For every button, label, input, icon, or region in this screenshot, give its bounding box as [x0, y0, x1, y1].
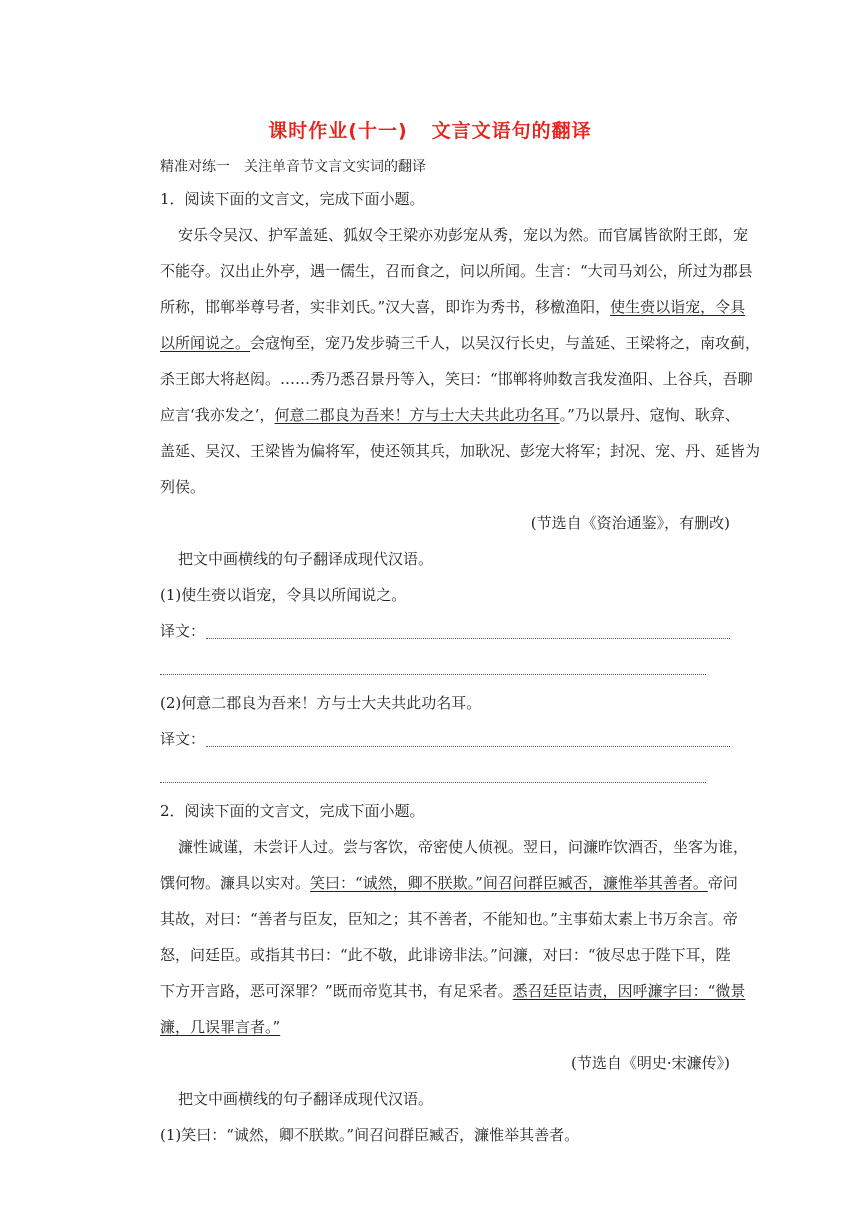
answer-line[interactable] — [160, 782, 706, 783]
q2-source: (节选自《明史·宋濂传》) — [571, 1054, 730, 1072]
answer-line[interactable] — [206, 638, 730, 639]
q1-passage-line — [160, 334, 761, 352]
q1-sentence-1: (1)使生赍以诣宠，令具以所闻说之。 — [160, 586, 407, 604]
q1-passage-line: 盖延、吴汉、王梁皆为偏将军，使还领其兵，加耿况、彭宠大将军；封况、宠、丹、延皆为 — [160, 442, 761, 460]
q1-instruction: 把文中画横线的句子翻译成现代汉语。 — [178, 550, 434, 568]
q2-passage-line — [160, 874, 738, 892]
passage-text: 下方开言路，恶可深罪？”既而帝览其书，有足采者。 — [160, 982, 513, 1000]
q2-passage-line: 濂性诚谨，未尝讦人过。尝与客饮，帝密使人侦视。翌日，问濂昨饮酒否，坐客为谁， — [178, 838, 749, 856]
q2-passage-line: 其故，对曰：“善者与臣友，臣知之；其不善者，不能知也。”主事茹太素上书万余言。帝 — [160, 910, 738, 928]
question-1-prompt: 1．阅读下面的文言文，完成下面小题。 — [160, 190, 425, 208]
passage-text: 帝问 — [707, 874, 738, 892]
q2-sentence-1: (1)笑曰：“诚然，卿不朕欺。”间召问群臣臧否，濂惟举其善者。 — [160, 1126, 580, 1144]
answer-label: 译文： — [160, 730, 206, 748]
q2-passage-line: 怒，问廷臣。或指其书曰：“此不敬，此诽谤非法。”问濂，对曰：“彼尽忠于陛下耳，陛 — [160, 946, 731, 964]
q1-passage-line — [160, 406, 740, 424]
underlined-sentence: 以所闻说之。 — [160, 334, 251, 352]
title-part2: 文言文语句的翻译 — [431, 120, 592, 142]
underlined-sentence: 笑曰：“诚然，卿不朕欺。”间召问群臣臧否，濂惟举其善者。 — [310, 874, 708, 892]
underlined-sentence: 使生赍以诣宠，令具 — [610, 298, 746, 316]
answer-line[interactable] — [160, 674, 706, 675]
passage-text: 。”乃以景丹、寇恂、耿弇、 — [559, 406, 740, 424]
passage-text: 所称，邯郸举尊号者，实非刘氏。”汉大喜，即诈为秀书，移檄渔阳， — [160, 298, 611, 316]
underlined-sentence: 濂，几误罪言者。” — [160, 1018, 281, 1036]
answer-label: 译文： — [160, 622, 206, 640]
q2-passage-line — [160, 1018, 730, 1036]
passage-text: 会寇恂至，宠乃发步骑三千人，以吴汉行长史，与盖延、王梁将之，南攻蓟， — [250, 334, 761, 352]
question-2-prompt: 2．阅读下面的文言文，完成下面小题。 — [160, 802, 425, 820]
title-part1: 课时作业(十一) — [268, 120, 408, 142]
page-title — [0, 116, 860, 143]
underlined-sentence: 悉召廷臣诘责，因呼濂字曰：“微景 — [512, 982, 746, 1000]
q1-passage-line: 列侯。 — [160, 478, 206, 496]
q1-passage-line — [160, 298, 746, 316]
section-heading: 精准对练一 关注单音节文言文实词的翻译 — [160, 159, 426, 175]
passage-text: 应言‘我亦发之’， — [160, 406, 275, 424]
q1-passage-line: 安乐令吴汉、护军盖延、狐奴令王梁亦劝彭宠从秀，宠以为然。而官属皆欲附王郎，宠 — [178, 226, 749, 244]
passage-text: 馔何物。濂具以实对。 — [160, 874, 311, 892]
q1-sentence-2: (2)何意二郡良为吾来！方与士大夫共此功名耳。 — [160, 694, 482, 712]
answer-line[interactable] — [206, 746, 730, 747]
underlined-sentence: 何意二郡良为吾来！方与士大夫共此功名耳 — [274, 406, 560, 424]
q1-source: (节选自《资治通鉴》，有删改) — [530, 514, 730, 532]
q1-passage-line: 不能夺。汉出止外亭，遇一儒生，召而食之，问以所闻。生言：“大司马刘公，所过为郡县 — [160, 262, 753, 280]
q1-passage-line: 杀王郎大将赵闳。……秀乃悉召景丹等入，笑曰：“邯郸将帅数言我发渔阳、上谷兵，吾聊 — [160, 370, 753, 388]
q2-instruction: 把文中画横线的句子翻译成现代汉语。 — [178, 1090, 434, 1108]
q2-passage-line — [160, 982, 746, 1000]
